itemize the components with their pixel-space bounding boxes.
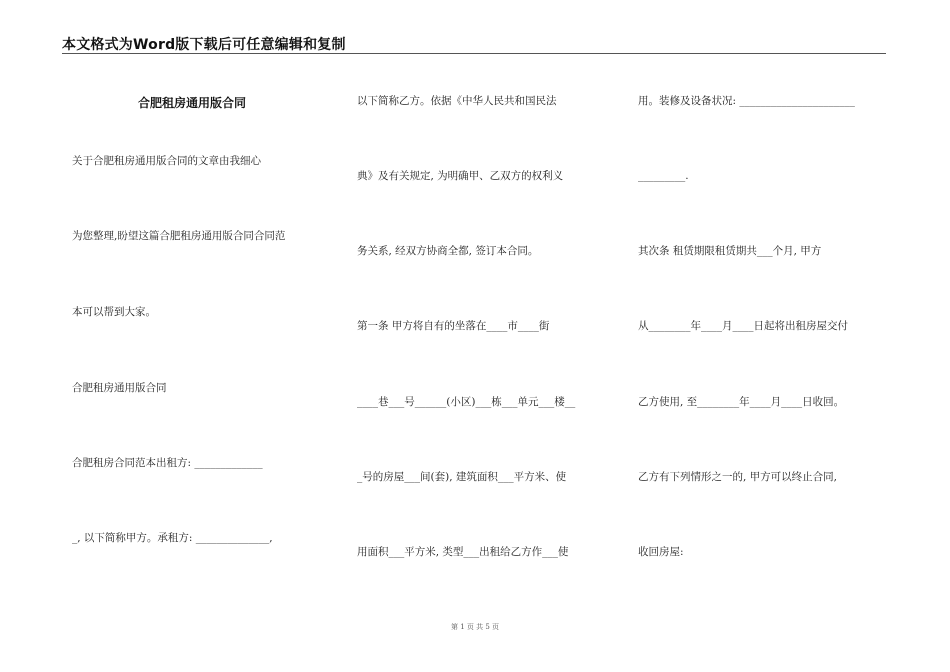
text-line: 第一条 甲方将自有的坐落在____市____街 xyxy=(357,320,550,332)
text-line: 典》及有关规定, 为明确甲、乙双方的权利义 xyxy=(357,170,564,182)
text-line: 为您整理,盼望这篇合肥租房通用版合同合同范 xyxy=(72,230,286,242)
page-number: 第 1 页 共 5 页 xyxy=(450,623,500,631)
text-line: _________. xyxy=(638,170,689,182)
text-line: 以下简称乙方。依据《中华人民共和国民法 xyxy=(357,95,557,107)
text-column-2 xyxy=(357,0,609,620)
download-banner: 本文格式为Word版下载后可任意编辑和复制 xyxy=(62,37,346,53)
text-line: _号的房屋___间(套), 建筑面积___平方米、使 xyxy=(357,471,567,483)
text-line: 乙方有下列情形之一的, 甲方可以终止合同, xyxy=(638,471,838,483)
text-column-1 xyxy=(72,0,326,620)
text-line: 务关系, 经双方协商全都, 签订本合同。 xyxy=(357,245,539,257)
text-line: 关于合肥租房通用版合同的文章由我细心 xyxy=(72,155,261,167)
text-line: 收回房屋: xyxy=(638,546,684,558)
text-line: 乙方使用, 至________年____月____日收回。 xyxy=(638,396,845,408)
text-line: 从________年____月____日起将出租房屋交付 xyxy=(638,320,848,332)
text-line: 本可以帮到大家。 xyxy=(72,306,156,318)
text-line: 用面积___平方米, 类型___出租给乙方作___使 xyxy=(357,546,569,558)
text-line: _, 以下简称甲方。承租方: ______________, xyxy=(72,532,273,544)
text-line: 用。装修及设备状况: ______________________ xyxy=(638,95,855,107)
text-column-3 xyxy=(638,0,888,620)
document-title: 合肥租房通用版合同 xyxy=(137,96,246,110)
text-line: 合肥租房合同范本出租方: _____________ xyxy=(72,457,263,469)
text-line: 其次条 租赁期限租赁期共___个月, 甲方 xyxy=(638,245,822,257)
text-line: ____巷___号______(小区)___栋___单元___楼__ xyxy=(357,396,576,408)
text-line: 合肥租房通用版合同 xyxy=(72,382,167,394)
